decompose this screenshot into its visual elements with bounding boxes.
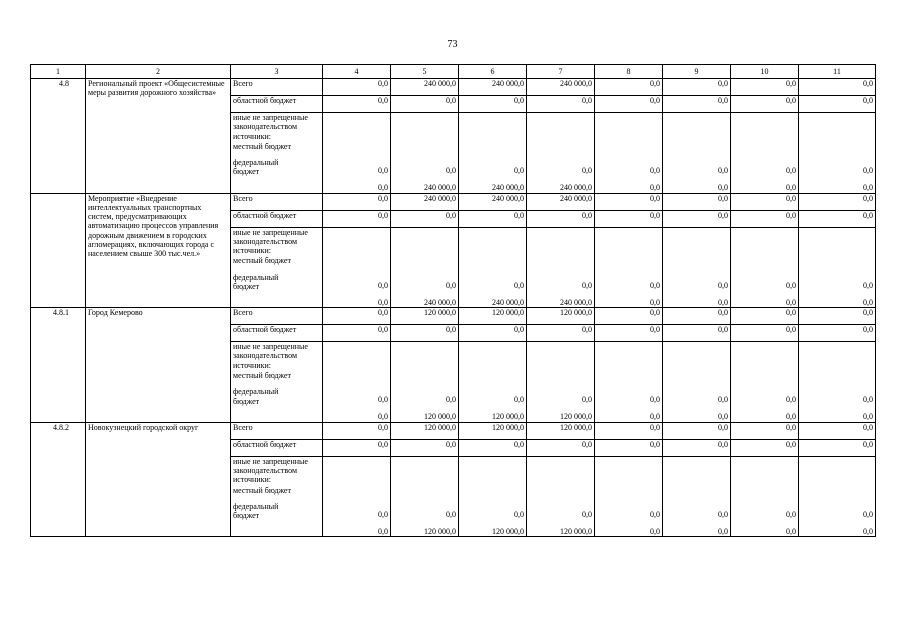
value-cell: 0,0 [391,439,459,456]
local-budget-value: 0,0 [786,166,796,175]
value-cell [731,227,799,308]
value-cell [799,113,876,194]
value-cell: 0,0 [595,422,663,439]
table-row [31,422,876,439]
value-cell: 0,0 [323,193,391,210]
page-number: 73 [447,39,458,50]
value-cell: 0,0 [799,79,876,96]
federal-budget-value: 0,0 [378,527,388,537]
federal-budget-value: 120 000,0 [424,412,456,422]
table-row [31,79,876,96]
value-cell: 240 000,0 [459,79,527,96]
value-cell: 0,0 [663,193,731,210]
value-cell: 0,0 [731,210,799,227]
value-cell [323,227,391,308]
local-budget-value: 0,0 [582,166,592,175]
value-cell: 0,0 [731,96,799,113]
value-cell: 0,0 [595,79,663,96]
header-cell: 7 [527,65,595,79]
header-cell: 8 [595,65,663,79]
value-cell: 0,0 [323,79,391,96]
value-cell [391,456,459,537]
row-code: 4.8.2 [31,422,86,537]
header-cell: 11 [799,65,876,79]
local-budget-value: 0,0 [650,509,660,519]
local-budget-value: 0,0 [718,166,728,175]
value-cell: 240 000,0 [459,193,527,210]
local-budget-value: 0,0 [514,395,524,405]
row-code [31,193,86,308]
federal-budget-value: 0,0 [378,412,388,422]
value-cell [459,342,527,423]
value-cell: 0,0 [799,308,876,325]
value-cell: 0,0 [663,96,731,113]
source-label: Всего [231,308,323,325]
value-cell [459,456,527,537]
value-cell [731,456,799,537]
federal-budget-value: 0,0 [650,412,660,422]
row-name: Региональный проект «Общесистемные меры развития дорожного хозяйства» [86,79,231,194]
value-cell [595,456,663,537]
value-cell: 0,0 [731,193,799,210]
value-cell: 0,0 [799,193,876,210]
federal-budget-value: 0,0 [863,412,873,422]
source-label [231,342,323,423]
local-budget-value: 0,0 [863,395,873,405]
value-cell: 120 000,0 [459,308,527,325]
value-cell: 0,0 [663,79,731,96]
value-cell: 0,0 [323,325,391,342]
local-budget-value: 0,0 [650,395,660,405]
value-cell [391,342,459,423]
budget-table [30,64,876,537]
table-row [31,308,876,325]
other-sources-label: иные не запрещенные законодательством источники: [233,456,308,485]
value-cell: 0,0 [527,210,595,227]
local-budget-value: 0,0 [582,280,592,290]
value-cell: 0,0 [323,439,391,456]
value-cell: 0,0 [663,325,731,342]
value-cell: 0,0 [799,439,876,456]
federal-budget-value: 0,0 [863,527,873,537]
value-cell: 0,0 [459,439,527,456]
value-cell [527,113,595,194]
federal-budget-value: 0,0 [786,527,796,537]
local-budget-value: 0,0 [786,395,796,405]
header-cell: 9 [663,65,731,79]
header-cell: 10 [731,65,799,79]
value-cell: 0,0 [799,96,876,113]
value-cell: 0,0 [799,210,876,227]
value-cell: 0,0 [459,325,527,342]
value-cell [731,113,799,194]
row-name: Мероприятие «Внедрение интеллектуальных транспортных систем, предусматривающих автоматизацию процессов управления дорожным движением в городских агломерациях, включающих города с населением свыше 300 тыс.чел.» [86,193,231,308]
value-cell: 0,0 [731,79,799,96]
source-label [231,456,323,537]
local-budget-value: 0,0 [378,395,388,405]
value-cell [391,227,459,308]
value-cell: 240 000,0 [527,79,595,96]
local-budget-value: 0,0 [863,280,873,290]
other-sources-label: иные не запрещенные законодательством источники: [233,227,308,256]
local-budget-value: 0,0 [786,280,796,290]
local-budget-value: 0,0 [446,509,456,519]
local-budget-label: местный бюджет [233,485,291,495]
federal-budget-value: 0,0 [863,297,873,307]
federal-budget-label: федеральный бюджет [233,501,279,521]
other-sources-label: иные не запрещенные законодательством источники: [233,113,308,141]
value-cell: 0,0 [391,210,459,227]
local-budget-value: 0,0 [650,280,660,290]
local-budget-value: 0,0 [514,509,524,519]
value-cell: 120 000,0 [459,422,527,439]
value-cell: 120 000,0 [391,308,459,325]
value-cell: 0,0 [663,210,731,227]
federal-budget-value: 120 000,0 [492,412,524,422]
header-cell: 1 [31,65,86,79]
local-budget-label: местный бюджет [233,141,291,151]
value-cell: 120 000,0 [527,422,595,439]
federal-budget-label: федеральный бюджет [233,272,279,292]
local-budget-value: 0,0 [863,166,873,175]
row-name: Новокузнецкий городской округ [86,422,231,537]
value-cell: 0,0 [323,210,391,227]
value-cell: 0,0 [595,439,663,456]
local-budget-value: 0,0 [446,280,456,290]
header-cell: 6 [459,65,527,79]
value-cell [663,113,731,194]
value-cell [323,456,391,537]
federal-budget-value: 120 000,0 [560,527,592,537]
header-cell: 3 [231,65,323,79]
value-cell [799,342,876,423]
local-budget-label: местный бюджет [233,371,291,381]
value-cell: 0,0 [391,325,459,342]
value-cell: 240 000,0 [391,193,459,210]
value-cell: 0,0 [731,422,799,439]
value-cell: 0,0 [595,308,663,325]
federal-budget-value: 0,0 [786,297,796,307]
value-cell [323,342,391,423]
value-cell: 0,0 [323,96,391,113]
value-cell: 0,0 [459,96,527,113]
federal-budget-value: 0,0 [378,183,388,193]
value-cell: 0,0 [527,96,595,113]
local-budget-value: 0,0 [514,166,524,175]
value-cell [595,342,663,423]
local-budget-label: местный бюджет [233,256,291,266]
source-label: областной бюджет [231,210,323,227]
local-budget-value: 0,0 [650,166,660,175]
value-cell [663,456,731,537]
local-budget-value: 0,0 [582,509,592,519]
federal-budget-value: 0,0 [718,297,728,307]
source-label: областной бюджет [231,325,323,342]
local-budget-value: 0,0 [378,509,388,519]
federal-budget-value: 240 000,0 [560,183,592,193]
value-cell: 0,0 [527,325,595,342]
federal-budget-label: федеральный бюджет [233,387,279,406]
value-cell [527,456,595,537]
federal-budget-value: 0,0 [718,527,728,537]
row-code: 4.8.1 [31,308,86,423]
local-budget-value: 0,0 [582,395,592,405]
value-cell [527,342,595,423]
source-label [231,227,323,308]
value-cell [595,113,663,194]
federal-budget-value: 240 000,0 [492,183,524,193]
value-cell: 120 000,0 [527,308,595,325]
value-cell [459,113,527,194]
value-cell [799,227,876,308]
federal-budget-value: 120 000,0 [424,527,456,537]
value-cell: 0,0 [323,308,391,325]
row-code: 4.8 [31,79,86,194]
value-cell: 0,0 [391,96,459,113]
value-cell [459,227,527,308]
federal-budget-value: 240 000,0 [492,297,524,307]
local-budget-value: 0,0 [718,395,728,405]
value-cell: 0,0 [663,439,731,456]
value-cell: 0,0 [799,325,876,342]
value-cell: 120 000,0 [391,422,459,439]
local-budget-value: 0,0 [718,509,728,519]
other-sources-label: иные не запрещенные законодательством источники: [233,342,308,370]
federal-budget-value: 120 000,0 [492,527,524,537]
source-label: Всего [231,422,323,439]
federal-budget-value: 0,0 [718,412,728,422]
local-budget-value: 0,0 [446,395,456,405]
federal-budget-value: 0,0 [650,183,660,193]
value-cell [663,227,731,308]
source-label: областной бюджет [231,96,323,113]
source-label [231,113,323,194]
value-cell: 0,0 [731,325,799,342]
value-cell [799,456,876,537]
federal-budget-value: 0,0 [786,412,796,422]
value-cell [731,342,799,423]
header-cell: 5 [391,65,459,79]
federal-budget-value: 0,0 [650,527,660,537]
local-budget-value: 0,0 [378,166,388,175]
value-cell: 240 000,0 [391,79,459,96]
value-cell [391,113,459,194]
value-cell: 0,0 [459,210,527,227]
local-budget-value: 0,0 [514,280,524,290]
federal-budget-value: 0,0 [786,183,796,193]
local-budget-value: 0,0 [446,166,456,175]
federal-budget-value: 240 000,0 [424,183,456,193]
source-label: Всего [231,193,323,210]
value-cell: 0,0 [731,439,799,456]
header-cell: 4 [323,65,391,79]
value-cell [663,342,731,423]
federal-budget-value: 240 000,0 [560,297,592,307]
source-label: областной бюджет [231,439,323,456]
value-cell: 0,0 [527,439,595,456]
value-cell: 0,0 [663,422,731,439]
local-budget-value: 0,0 [378,280,388,290]
value-cell: 0,0 [595,193,663,210]
value-cell [323,113,391,194]
value-cell [595,227,663,308]
value-cell: 0,0 [595,210,663,227]
value-cell: 0,0 [731,308,799,325]
value-cell: 240 000,0 [527,193,595,210]
value-cell: 0,0 [595,96,663,113]
header-cell: 2 [86,65,231,79]
row-name: Город Кемерово [86,308,231,423]
table-row [31,193,876,210]
federal-budget-value: 120 000,0 [560,412,592,422]
local-budget-value: 0,0 [863,509,873,519]
federal-budget-value: 0,0 [650,297,660,307]
local-budget-value: 0,0 [786,509,796,519]
federal-budget-value: 0,0 [378,297,388,307]
value-cell [527,227,595,308]
local-budget-value: 0,0 [718,280,728,290]
federal-budget-value: 0,0 [718,183,728,193]
value-cell: 0,0 [595,325,663,342]
federal-budget-label: федеральный бюджет [233,158,279,177]
federal-budget-value: 0,0 [863,183,873,193]
value-cell: 0,0 [663,308,731,325]
federal-budget-value: 240 000,0 [424,297,456,307]
header-row [31,65,876,79]
value-cell: 0,0 [323,422,391,439]
value-cell: 0,0 [799,422,876,439]
source-label: Всего [231,79,323,96]
